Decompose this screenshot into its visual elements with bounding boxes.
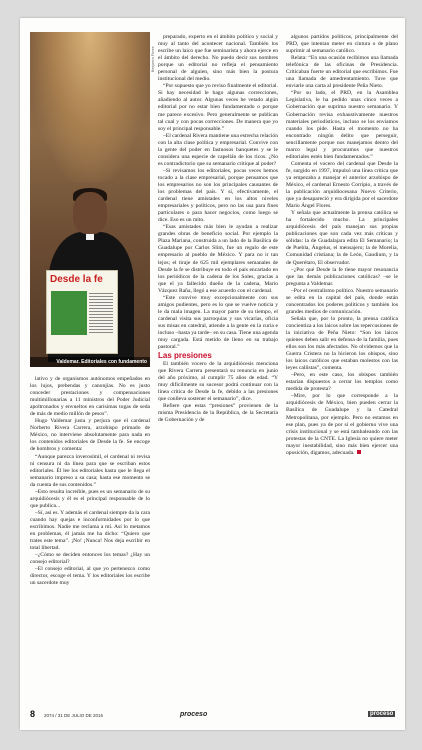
paragraph: Relata: “En una ocasión recibimos una llamada telefónica de las oficinas de Presidencia. Criticaban fuerte un editorial que escribimos. Fue una llamada de amedrentamiento. Tuve que enviarle una carta al presidente Peña Nieto. — [286, 55, 398, 90]
paragraph: –Si revisamos los editoriales, pocas veces hemos tocado a la clase empresarial, porque pensamos que los empresarios no son los principales causantes de los problemas del país. Y sí, efectivamente, el cardenal tiene amistades en los altos niveles empresariales y políticos, pero no las usa para fines particulares o para hacer negocios, como luego se dice. Eso es un mito. — [158, 167, 278, 224]
paragraph: Hugo Valdemar justa y perjura que el cardenal Norberto Rivera Carrera, arzobispo primado de México, no interviene absolutamente para nada en los contenidos editoriales de Desde la fe. Se encoge de hombros y comenta: — [30, 418, 150, 453]
magazine-page — [20, 18, 405, 730]
paragraph: –¿Por qué Desde la fe tiene mayor resonancia que las demás publicaciones católicas? –se le pregunta a Valdemar. — [286, 266, 398, 287]
paragraph-text: –Mire, por lo que corresponde a la arquidiócesis de México, bien pueden cerrar la Basílica de Guadalupe y la Catedral Metropolitana, por ejemplo. Pero no estamos en ese plan, pues ya de por sí el gobierno vive una crisis institucional y se está tambaleando con las protestas de la CNTE. La Iglesia no quiere meter mayor inestabilidad, sino más bien ejercer una oposición, digamos, adecuada. — [286, 393, 398, 456]
photo-newspaper-text — [89, 293, 113, 333]
paragraph: Señala que, por lo pronto, la prensa católica concientiza a los laicos sobre las repercusiones de la iniciativa de Peña Nieto: “Son los laicos quienes deben salir en defensa de la familia, pues ellos son los más afectados. No olvidemos que la Guerra Cristera no la hicieron los obispos, sino los laicos católicos que estaban molestos con las leyes callistas”, comenta. — [286, 315, 398, 372]
issue-info: 2074 / 31 DE JULIO DE 2016 — [44, 713, 104, 718]
photo-arch-background — [30, 32, 150, 182]
paragraph: “Este convive muy excepcionalmente con sus amigos pudientes, pero es lo que se vuelve noticia y le da mala imagen. La mayor parte de su tiempo, el cardenal visita sus parroquias y sus vicarías, oficia sus misas en catedral, atiende a la gente en la curia e incluso –hasta ya tarde– en su casa. Tiene una agenda muy cargada. Está metido de lleno en su trabajo pastoral.” — [158, 294, 278, 351]
paragraph: –Sí, así es. Y además el cardenal siempre da la cara cuando hay quejas e inconformidades por lo que escribimos. Nadie me reclama a mí. Así lo metamos en problemas, él jamás me ha dicho: “Quiero que trates este tema”. ¡No! ¡Nunca! Nos deja escribir en total libertad. — [30, 509, 150, 552]
paragraph: –El cardenal Rivera mantiene una estrecha relación con la alta clase política y empresarial. Convive con la gente del poder en fastuosos banquetes y se le considera una especie de capellán de los ricos. ¿No es contradictorio que su semanario critique al poder? — [158, 132, 278, 167]
article-end-mark-icon — [357, 450, 361, 454]
article-column-1 — [30, 376, 150, 587]
paragraph: –Por el centralismo político. Nuestro semanario se edita en la capital del país, donde están concentrados los poderes políticos y también los grandes medios de comunicación. — [286, 287, 398, 315]
paragraph: “Esas amistades más bien le ayudan a realizar grandes obras de beneficio social. Por ejemplo la Plaza Mariana, construida a un lado de la Basílica de Guadalupe por Carlos Slim, fue un regalo de este empresario al pueblo de México. Y para no ir tan lejos; el tiraje de 625 mil ejemplares semanales de Desde la fe se distribuye en todo el país encartado en los periódicos de la cadena de los Soles, gracias a que el ya fallecido dueño de la cadena, Mario Vázquez Raña, llegó a ese acuerdo con el cardenal. — [158, 224, 278, 294]
paragraph: Refiere que estas “presiones” provienen de la misma Presidencia de la República, de la Secretaría de Gobernación y de — [158, 403, 278, 424]
magazine-logo-badge: proceso — [370, 711, 394, 717]
article-column-2 — [158, 34, 278, 425]
paragraph: “Por su lado, el PRD, en la Asamblea Legislativa, le ha pedido unas cinco veces a Gobernación que suprima nuestro semanario. Y Gobernación revisa exhaustivamente nuestros materiales periodísticos, incluso se los enviamos cuando los pide. Hasta el momento no ha encontrado ningún delito que perseguir, sencillamente porque nos manejamos dentro del marco legal y procuramos que nuestros editoriales estén bien fundamentados.” — [286, 90, 398, 160]
paragraph: –¿Cómo se deciden entonces los temas? ¿Hay un consejo editorial? — [30, 552, 150, 566]
photo-newspaper — [46, 270, 118, 354]
paragraph: “Por supuesto que yo reviso finalmente el editorial. Si hay necesidad le hago algunas correcciones, añadiendo al autor. Algunas veces he vetado algún editorial por no estar bien fundamentado o porque me parece excesivo. Pero generalmente se publican tal cual y con pocas correcciones. De manera que yo soy el principal responsable.” — [158, 83, 278, 132]
paragraph: Y señala que actualmente la prensa católica se ha fortalecido mucho. La principales arquidiócesis del país manejan sus propias publicaciones que son cada vez más críticas y sólidas: la de Guadalajara edita El Semanario; la de Puebla, Ángelus, el mensajero; la de Morelia, Comunidad cristiana; la de León, Gaudium, y la de Querétaro, El observador. — [286, 210, 398, 266]
paragraph: Comenta el vocero del cardenal que Desde la fe, surgido en 1997, impulsó una línea crítica que ya empezaba a manejar el anterior arzobispo de México, el cardenal Ernesto Corripio, a través de la publicación arquidiocesana Nuevo Criterio, que ya desapareció y era dirigida por el sacerdote Mario Ángel Flores. — [286, 160, 398, 210]
photo-priest-collar — [86, 234, 94, 240]
article-photo — [30, 32, 150, 367]
paragraph: algunos partidos políticos, principalmente del PRD, que intentan meter en cintura o de plano suprimir al semanario católico. — [286, 34, 398, 55]
paragraph: lativo y de organismos autónomos empeñados en los lujos, prebendas y canonjías. No es justo conceder prestaciones y compensaciones multimillonarias a 11 ministros del Poder Judicial apoltronados y envueltos en carísimas togas de seda de más de medio millón de pesos”. — [30, 376, 150, 418]
page-number: 8 — [30, 709, 36, 719]
article-column-3 — [286, 34, 398, 457]
paragraph: –El consejo editorial, al que yo pertenezco como director, escoge el tema. Y los editoriales los escribe un sacerdote muy — [30, 566, 150, 587]
photo-newspaper-title: Desde la fe — [50, 274, 103, 285]
magazine-logo: proceso — [180, 711, 208, 718]
photo-credit: Benjamín Flores — [151, 46, 155, 72]
photo-priest-head — [73, 192, 107, 234]
paragraph: El también vocero de la arquidiócesis menciona que Rivera Carrera presentará su renuncia en junio del año próximo, al cumplir 75 años de edad. “Y muy difícilmente su sucesor podrá continuar con la línea crítica de Desde la fe, debido a las presiones que conlleva sostener el semanario”, dice. — [158, 361, 278, 403]
paragraph: –Pero, en este caso, los obispos también estarían dispuestos a cerrar los templos como medida de protesta? — [286, 372, 398, 393]
paragraph: “Aunque parezca inverosímil, el cardenal ni revisa ni censura ni da línea para que se escriban estos editoriales. Él lee los editoriales hasta que le llega el semanario impreso a su casa; hasta ese momento se da cuenta de sus contenidos.” — [30, 453, 150, 488]
photo-newspaper-image — [51, 291, 87, 335]
page-footer — [30, 711, 398, 721]
photo-caption: Valdemar. Editoriales con fundamento — [30, 357, 150, 367]
paragraph: preparado, experto en el ámbito político y social y muy al tanto del acontecer nacional. También los escribe un laico que fue seminarista y ahora ejerce en el ámbito del derecho. No puedo decir sus nombres porque un editorial no refleja el pensamiento personal de alguien, sino más bien la postura institucional del medio. — [158, 34, 278, 83]
paragraph: –Esto resulta increíble, pues es un semanario de su arquidiócesis y él es el principal responsable de lo que publica... — [30, 488, 150, 509]
paragraph — [286, 393, 398, 456]
section-subhead: Las presiones — [158, 351, 212, 361]
